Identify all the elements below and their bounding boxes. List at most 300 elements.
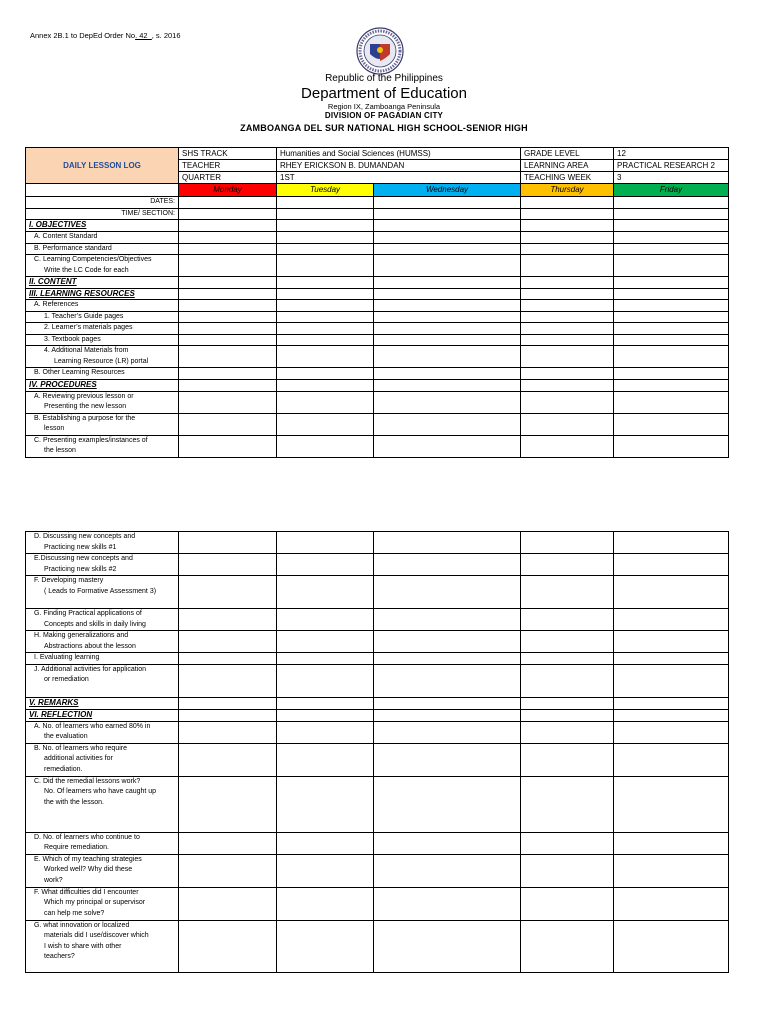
cell[interactable] <box>179 664 277 697</box>
time-section-label: TIME/ SECTION: <box>26 208 179 220</box>
cell[interactable] <box>521 368 614 380</box>
cell[interactable] <box>179 854 277 887</box>
cell[interactable] <box>521 243 614 255</box>
cell[interactable] <box>521 391 614 413</box>
cell[interactable] <box>179 697 277 709</box>
cell[interactable] <box>614 554 729 576</box>
row-label <box>26 576 179 609</box>
cell[interactable] <box>614 232 729 244</box>
cell[interactable] <box>614 288 729 300</box>
row-label <box>26 776 179 832</box>
cell[interactable] <box>521 334 614 346</box>
cell[interactable] <box>614 220 729 232</box>
cell[interactable] <box>521 323 614 335</box>
cell[interactable] <box>614 391 729 413</box>
quarter-label: QUARTER <box>179 172 277 184</box>
cell[interactable] <box>521 255 614 277</box>
cell[interactable] <box>374 887 521 920</box>
cell[interactable] <box>277 413 374 435</box>
row-label-line: additional activities for <box>44 755 113 762</box>
row-label <box>26 368 179 380</box>
learning-area-value: PRACTICAL RESEARCH 2 <box>614 160 729 172</box>
cell[interactable] <box>277 277 374 289</box>
cell[interactable] <box>374 311 521 323</box>
teacher-value: RHEY ERICKSON B. DUMANDAN <box>277 160 521 172</box>
row-label-line: A. No. of learners who earned 80% in <box>34 722 151 730</box>
cell[interactable] <box>521 300 614 312</box>
cell[interactable] <box>521 220 614 232</box>
cell[interactable] <box>614 709 729 721</box>
cell[interactable] <box>374 413 521 435</box>
cell[interactable] <box>179 413 277 435</box>
cell[interactable] <box>277 532 374 554</box>
row-label-line: or remediation <box>44 676 89 683</box>
cell[interactable] <box>374 609 521 631</box>
cell[interactable] <box>179 576 277 609</box>
cell[interactable] <box>614 832 729 854</box>
row-label-line: Require remediation. <box>44 844 109 851</box>
row-label <box>26 323 179 335</box>
table-row <box>26 311 729 323</box>
cell[interactable] <box>374 346 521 368</box>
table-row <box>26 243 729 255</box>
table-row <box>26 832 729 854</box>
row-label-line: 1. Teacher’s Guide pages <box>44 312 124 320</box>
cell[interactable] <box>179 532 277 554</box>
time-section-row <box>26 208 729 220</box>
row-label-line: Worked well? Why did these <box>44 866 133 873</box>
table-row <box>26 609 729 631</box>
row-label-line: B. Establishing a purpose for the <box>34 414 136 422</box>
cell[interactable] <box>277 255 374 277</box>
cell[interactable] <box>179 391 277 413</box>
row-label <box>26 609 179 631</box>
cell[interactable] <box>374 255 521 277</box>
table-row <box>26 334 729 346</box>
row-label-line: Practicing new skills #2 <box>44 565 117 573</box>
cell[interactable] <box>614 653 729 665</box>
cell[interactable] <box>614 609 729 631</box>
cell[interactable] <box>614 243 729 255</box>
cell[interactable] <box>614 435 729 457</box>
cell[interactable] <box>521 311 614 323</box>
cell[interactable] <box>374 854 521 887</box>
row-label-line: 2. Learner’s materials pages <box>44 324 133 331</box>
cell[interactable] <box>374 208 521 220</box>
table-row <box>26 920 729 972</box>
cell[interactable] <box>521 277 614 289</box>
cell[interactable] <box>277 232 374 244</box>
row-label <box>26 721 179 743</box>
row-label-line: can help me solve? <box>44 909 105 917</box>
cell[interactable] <box>521 887 614 920</box>
days-row <box>26 184 729 197</box>
cell[interactable] <box>614 368 729 380</box>
row-label-line: II. CONTENT <box>29 277 77 286</box>
cell[interactable] <box>374 697 521 709</box>
row-label-line: Abstractions about the lesson <box>44 642 136 650</box>
grade-level-label: GRADE LEVEL <box>521 148 614 160</box>
cell[interactable] <box>277 697 374 709</box>
cell[interactable] <box>277 832 374 854</box>
table-row <box>26 323 729 335</box>
cell[interactable] <box>179 288 277 300</box>
cell[interactable] <box>521 709 614 721</box>
cell[interactable] <box>277 288 374 300</box>
row-label <box>26 334 179 346</box>
table-row <box>26 379 729 391</box>
cell[interactable] <box>614 255 729 277</box>
cell[interactable] <box>521 554 614 576</box>
cell[interactable] <box>614 300 729 312</box>
cell[interactable] <box>179 609 277 631</box>
cell[interactable] <box>374 653 521 665</box>
school-line: ZAMBOANGA DEL SUR NATIONAL HIGH SCHOOL-SENIOR HIGH <box>240 123 528 133</box>
daily-lesson-log-title: DAILY LESSON LOG <box>26 148 179 184</box>
cell[interactable] <box>179 920 277 972</box>
row-label-line: A. References <box>34 301 79 308</box>
cell[interactable] <box>521 631 614 653</box>
table-row <box>26 220 729 232</box>
row-label-line: Which my principal or supervisor <box>44 899 146 906</box>
cell[interactable] <box>614 854 729 887</box>
cell[interactable] <box>521 379 614 391</box>
row-label-line: work? <box>44 876 63 884</box>
cell[interactable] <box>374 576 521 609</box>
cell[interactable] <box>179 554 277 576</box>
row-label-line: C. Did the remedial lessons work? <box>34 777 141 785</box>
cell[interactable] <box>374 300 521 312</box>
department-title: Department of Education <box>301 85 467 102</box>
cell[interactable] <box>277 391 374 413</box>
row-label-line: A. Content Standard <box>34 233 98 240</box>
row-label <box>26 435 179 457</box>
cell[interactable] <box>614 379 729 391</box>
cell[interactable] <box>277 609 374 631</box>
cell[interactable] <box>614 776 729 832</box>
table-row <box>26 887 729 920</box>
cell[interactable] <box>179 832 277 854</box>
cell[interactable] <box>179 277 277 289</box>
row-label <box>26 277 179 289</box>
row-label-line: D. Discussing new concepts and <box>34 533 136 540</box>
cell[interactable] <box>179 435 277 457</box>
row-label <box>26 413 179 435</box>
row-label-line: No. Of learners who have caught up <box>44 788 157 795</box>
row-label-line: III. LEARNING RESOURCES <box>29 288 135 298</box>
table-row <box>26 368 729 380</box>
cell[interactable] <box>614 311 729 323</box>
cell[interactable] <box>179 743 277 776</box>
dates-label: DATES: <box>26 197 179 209</box>
annex-reference <box>30 31 181 40</box>
cell[interactable] <box>277 709 374 721</box>
cell[interactable] <box>374 368 521 380</box>
cell[interactable] <box>521 232 614 244</box>
cell[interactable] <box>374 323 521 335</box>
shs-track-label: SHS TRACK <box>179 148 277 160</box>
table-row <box>26 288 729 300</box>
cell[interactable] <box>179 379 277 391</box>
cell[interactable] <box>374 197 521 209</box>
cell[interactable] <box>614 721 729 743</box>
cell[interactable] <box>614 920 729 972</box>
table-row <box>26 300 729 312</box>
cell[interactable] <box>374 920 521 972</box>
cell[interactable] <box>179 220 277 232</box>
region-line: Region IX, Zamboanga Peninsula <box>327 102 441 111</box>
cell[interactable] <box>521 664 614 697</box>
cell[interactable] <box>374 334 521 346</box>
row-label-line: ( Leads to Formative Assessment 3) <box>44 587 157 595</box>
row-label <box>26 854 179 887</box>
cell[interactable] <box>277 653 374 665</box>
table-row <box>26 631 729 653</box>
cell[interactable] <box>374 554 521 576</box>
cell[interactable] <box>374 631 521 653</box>
cell[interactable] <box>614 208 729 220</box>
cell[interactable] <box>179 197 277 209</box>
division-line: DIVISION OF PAGADIAN CITY <box>324 111 444 120</box>
table-row <box>26 532 729 554</box>
row-label-line: VI. REFLECTION <box>29 709 93 719</box>
table-row <box>26 721 729 743</box>
table-row <box>26 664 729 697</box>
row-label <box>26 697 179 709</box>
cell[interactable] <box>277 576 374 609</box>
cell[interactable] <box>179 334 277 346</box>
row-label-line: 3. Textbook pages <box>44 335 101 343</box>
cell[interactable] <box>277 368 374 380</box>
row-label-line: G. what innovation or localized <box>34 921 130 929</box>
row-label <box>26 832 179 854</box>
cell[interactable] <box>374 743 521 776</box>
row-label-line: Learning Resource (LR) portal <box>54 357 149 365</box>
cell[interactable] <box>277 920 374 972</box>
cell[interactable] <box>277 554 374 576</box>
row-label-line: materials did I use/discover which <box>44 932 149 939</box>
cell[interactable] <box>614 346 729 368</box>
cell[interactable] <box>277 379 374 391</box>
row-label-line: lesson <box>44 425 65 432</box>
cell[interactable] <box>521 208 614 220</box>
cell[interactable] <box>277 631 374 653</box>
cell[interactable] <box>614 277 729 289</box>
cell[interactable] <box>179 776 277 832</box>
cell[interactable] <box>614 532 729 554</box>
row-label-line: J. Additional activities for application <box>34 665 147 673</box>
annex-order-no: . 42_ <box>135 31 152 40</box>
row-label <box>26 554 179 576</box>
learning-area-label: LEARNING AREA <box>521 160 614 172</box>
row-label <box>26 311 179 323</box>
cell[interactable] <box>374 243 521 255</box>
cell[interactable] <box>277 323 374 335</box>
cell[interactable] <box>179 255 277 277</box>
grade-level-value: 12 <box>614 148 729 160</box>
cell[interactable] <box>521 197 614 209</box>
row-label <box>26 887 179 920</box>
cell[interactable] <box>614 887 729 920</box>
table-row <box>26 391 729 413</box>
row-label-line: B. Other Learning Resources <box>34 369 125 376</box>
cell[interactable] <box>614 743 729 776</box>
cell[interactable] <box>374 391 521 413</box>
cell[interactable] <box>277 721 374 743</box>
cell[interactable] <box>521 854 614 887</box>
cell[interactable] <box>179 232 277 244</box>
row-label-line: A. Reviewing previous lesson or <box>34 392 134 400</box>
cell[interactable] <box>277 311 374 323</box>
row-label-line: B. Performance standard <box>34 244 112 252</box>
cell[interactable] <box>614 334 729 346</box>
cell[interactable] <box>277 435 374 457</box>
cell[interactable] <box>374 379 521 391</box>
cell[interactable] <box>614 697 729 709</box>
row-label-line: teachers? <box>44 953 75 960</box>
cell[interactable] <box>374 277 521 289</box>
teacher-label: TEACHER <box>179 160 277 172</box>
republic-line: Republic of the Philippines <box>325 73 443 84</box>
cell[interactable] <box>179 208 277 220</box>
cell[interactable] <box>179 368 277 380</box>
cell[interactable] <box>374 232 521 244</box>
row-label-line: F. What difficulties did I encounter <box>34 888 139 896</box>
cell[interactable] <box>179 653 277 665</box>
cell[interactable] <box>521 609 614 631</box>
table-row <box>26 576 729 609</box>
cell[interactable] <box>277 743 374 776</box>
cell[interactable] <box>374 435 521 457</box>
cell[interactable] <box>277 664 374 697</box>
table-row <box>26 776 729 832</box>
cell[interactable] <box>179 311 277 323</box>
deped-seal-icon <box>355 26 405 76</box>
row-label-line: D. No. of learners who continue to <box>34 833 140 841</box>
row-label-line: E. Which of my teaching strategies <box>34 855 142 863</box>
cell[interactable] <box>179 300 277 312</box>
row-label <box>26 288 179 300</box>
row-label-line: the evaluation <box>44 733 88 740</box>
info-row <box>26 148 729 160</box>
cell[interactable] <box>179 721 277 743</box>
cell[interactable] <box>277 220 374 232</box>
cell[interactable] <box>521 576 614 609</box>
row-label-line: IV. PROCEDURES <box>29 379 97 389</box>
row-label <box>26 532 179 554</box>
row-label <box>26 391 179 413</box>
cell[interactable] <box>179 631 277 653</box>
day-friday: Friday <box>614 184 729 197</box>
table-row <box>26 255 729 277</box>
cell[interactable] <box>277 346 374 368</box>
annex-prefix: Annex 2B.1 to DepEd Order No <box>30 31 136 40</box>
cell[interactable] <box>614 631 729 653</box>
row-label-line: E.Discussing new concepts and <box>34 555 133 562</box>
day-tuesday: Tuesday <box>277 184 374 197</box>
cell[interactable] <box>521 721 614 743</box>
cell[interactable] <box>374 709 521 721</box>
cell[interactable] <box>374 832 521 854</box>
row-label <box>26 220 179 232</box>
cell[interactable] <box>277 197 374 209</box>
day-wednesday: Wednesday <box>374 184 521 197</box>
annex-suffix: , s. 2016 <box>151 31 181 40</box>
row-label <box>26 664 179 697</box>
day-thursday: Thursday <box>521 184 614 197</box>
cell[interactable] <box>614 576 729 609</box>
cell[interactable] <box>614 664 729 697</box>
table-row <box>26 346 729 368</box>
cell[interactable] <box>614 323 729 335</box>
day-monday: Monday <box>179 184 277 197</box>
cell[interactable] <box>521 832 614 854</box>
cell[interactable] <box>521 532 614 554</box>
table-row <box>26 854 729 887</box>
cell[interactable] <box>277 243 374 255</box>
row-label-line: I. OBJECTIVES <box>29 220 87 229</box>
cell[interactable] <box>277 854 374 887</box>
row-label <box>26 743 179 776</box>
cell[interactable] <box>374 532 521 554</box>
cell[interactable] <box>521 288 614 300</box>
row-label <box>26 379 179 391</box>
table-row <box>26 277 729 289</box>
cell[interactable] <box>277 776 374 832</box>
cell[interactable] <box>277 208 374 220</box>
cell[interactable] <box>521 435 614 457</box>
teaching-week-label: TEACHING WEEK <box>521 172 614 184</box>
row-label-line: 4. Additional Materials from <box>44 347 129 354</box>
cell[interactable] <box>277 334 374 346</box>
cell[interactable] <box>521 653 614 665</box>
cell[interactable] <box>374 288 521 300</box>
cell[interactable] <box>521 743 614 776</box>
cell[interactable] <box>521 346 614 368</box>
table-row <box>26 709 729 721</box>
cell[interactable] <box>179 243 277 255</box>
row-label <box>26 631 179 653</box>
table-row <box>26 743 729 776</box>
cell[interactable] <box>179 887 277 920</box>
cell[interactable] <box>374 776 521 832</box>
table-row <box>26 435 729 457</box>
cell[interactable] <box>179 346 277 368</box>
cell[interactable] <box>277 887 374 920</box>
row-label-line: I. Evaluating learning <box>34 654 100 661</box>
cell[interactable] <box>374 664 521 697</box>
row-label-line: C. Learning Competencies/Objectives <box>34 256 152 263</box>
cell[interactable] <box>521 776 614 832</box>
row-label-line: Practicing new skills #1 <box>44 543 117 551</box>
table-row <box>26 697 729 709</box>
cell[interactable] <box>374 220 521 232</box>
cell[interactable] <box>614 197 729 209</box>
cell[interactable] <box>179 709 277 721</box>
teaching-week-value: 3 <box>614 172 729 184</box>
cell[interactable] <box>521 920 614 972</box>
cell[interactable] <box>521 413 614 435</box>
cell[interactable] <box>179 323 277 335</box>
row-label-line: B. No. of learners who require <box>34 744 127 752</box>
cell[interactable] <box>277 300 374 312</box>
cell[interactable] <box>521 697 614 709</box>
row-label-line: H. Making generalizations and <box>34 632 129 639</box>
cell[interactable] <box>374 721 521 743</box>
row-label-line: C. Presenting examples/instances of <box>34 436 148 444</box>
row-label <box>26 709 179 721</box>
cell[interactable] <box>614 413 729 435</box>
